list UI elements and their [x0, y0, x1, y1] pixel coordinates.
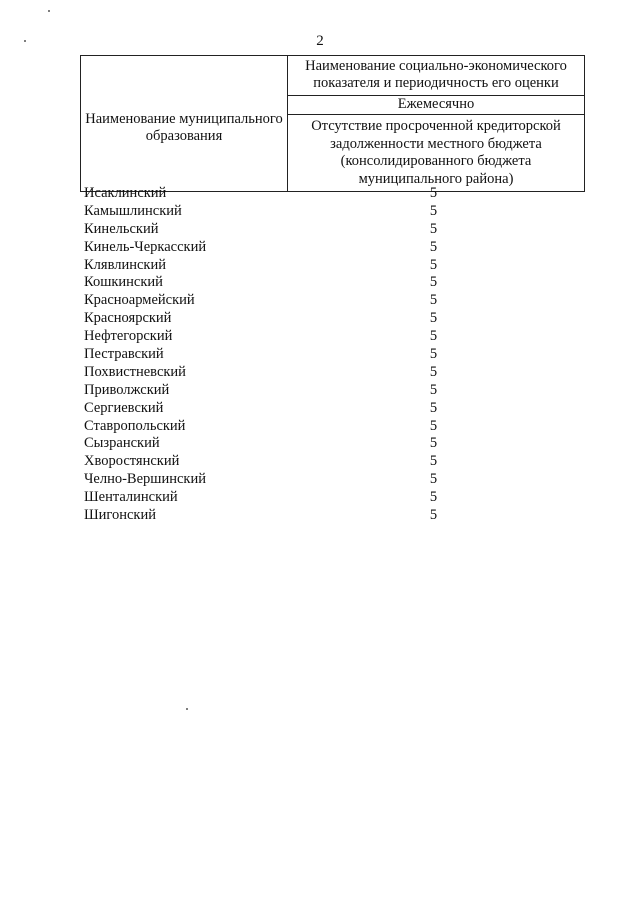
municipality-name: Хворостянский: [84, 453, 180, 470]
indicator-value: 5: [429, 274, 438, 291]
indicator-value: 5: [429, 471, 438, 488]
table-row: [84, 221, 585, 239]
table-row: [84, 328, 585, 346]
table-row: [84, 185, 585, 203]
indicator-value: 5: [429, 292, 438, 309]
municipality-name: Сызранский: [84, 435, 160, 452]
indicator-value: 5: [429, 417, 438, 434]
indicator-value: 5: [429, 363, 438, 380]
table-row: [84, 382, 585, 400]
municipality-name: Ставропольский: [84, 417, 186, 434]
table-row: [84, 346, 585, 364]
table-row: [84, 274, 585, 292]
scan-speck: [186, 708, 188, 710]
municipality-name: Пестравский: [84, 346, 164, 363]
municipality-name: Шигонский: [84, 507, 156, 524]
indicator-value: 5: [429, 238, 438, 255]
table-row: [84, 203, 585, 221]
municipality-name: Клявлинский: [84, 256, 166, 273]
municipality-name: Похвистневский: [84, 363, 186, 380]
table-row: [84, 418, 585, 436]
page-number: 2: [316, 33, 324, 49]
municipality-name: Красноармейский: [84, 292, 195, 309]
indicator-value: 5: [429, 453, 438, 470]
table-row: [84, 310, 585, 328]
municipality-name: Сергиевский: [84, 399, 164, 416]
indicator-value: 5: [429, 381, 438, 398]
table-row: [84, 239, 585, 257]
indicator-value: 5: [429, 310, 438, 327]
municipality-name: Исаклинский: [84, 185, 167, 201]
table-row: [84, 489, 585, 507]
table-row: [84, 435, 585, 453]
municipality-name: Челно-Вершинский: [84, 471, 206, 488]
table-row: [84, 292, 585, 310]
indicator-value: 5: [429, 489, 438, 506]
scan-speck: [48, 10, 50, 12]
indicator-value: 5: [429, 399, 438, 416]
municipality-name: Кошкинский: [84, 274, 163, 291]
header-indicator-description: Отсутствие просроченной кредиторской задолженности местного бюджета (консолидированного бюджета муниципального района): [288, 115, 585, 192]
indicator-value: 5: [429, 202, 438, 219]
municipality-name: Красноярский: [84, 310, 172, 327]
table-row: [84, 471, 585, 489]
indicator-value: 5: [429, 507, 438, 524]
municipality-list: [84, 185, 585, 525]
table-row: [84, 507, 585, 525]
table-row: [84, 257, 585, 275]
header-table: [80, 55, 585, 192]
header-periodicity: Ежемесячно: [288, 95, 585, 114]
municipality-name: Шенталинский: [84, 489, 178, 506]
table-row: [84, 453, 585, 471]
municipality-name: Приволжский: [84, 381, 170, 398]
municipality-name: Кинель-Черкасский: [84, 238, 207, 255]
table-row: [84, 400, 585, 418]
header-indicator-title: Наименование социально-экономического показателя и периодичность его оценки: [288, 56, 585, 96]
indicator-value: 5: [429, 185, 438, 201]
indicator-value: 5: [429, 346, 438, 363]
indicator-value: 5: [429, 328, 438, 345]
indicator-value: 5: [429, 435, 438, 452]
municipality-name: Кинельский: [84, 220, 159, 237]
table-row: [84, 364, 585, 382]
indicator-value: 5: [429, 220, 438, 237]
municipality-name: Нефтегорский: [84, 328, 173, 345]
header-name-column: Наименование муниципального образования: [81, 56, 288, 192]
indicator-value: 5: [429, 256, 438, 273]
municipality-name: Камышлинский: [84, 202, 182, 219]
